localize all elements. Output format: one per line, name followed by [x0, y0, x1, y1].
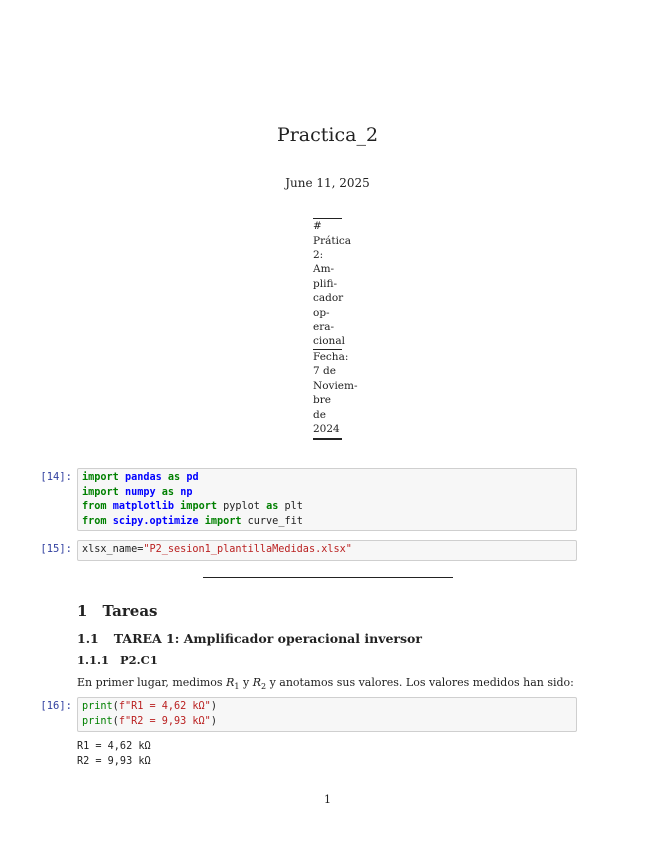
subsection-number: 1.1 — [77, 631, 99, 646]
code-line — [82, 700, 572, 715]
header-line: 7 de — [313, 365, 336, 378]
code-token: numpy — [124, 486, 156, 498]
code-cell[interactable] — [77, 697, 577, 732]
code-token: ) — [210, 701, 217, 712]
section-number: 1 — [77, 602, 88, 620]
code-line — [82, 486, 572, 501]
code-token: print — [82, 701, 113, 712]
markdown-header-box — [313, 218, 358, 440]
code-line — [82, 543, 572, 558]
code-token: import — [82, 486, 119, 498]
header-title-lines — [313, 219, 352, 349]
math-r2: R — [252, 676, 261, 689]
subsection-title: TAREA 1: Amplificador operacional inversor — [113, 631, 422, 646]
code-token: ) — [210, 715, 217, 727]
code-token: as — [167, 472, 181, 483]
code-line — [82, 471, 572, 486]
code-line — [82, 500, 572, 515]
header-line: 2: — [313, 249, 324, 261]
document-title: Practica_2 — [276, 124, 379, 146]
header-line: de — [313, 408, 326, 421]
header-line: op- — [313, 306, 330, 319]
code-line — [82, 715, 572, 730]
header-line: cador — [313, 292, 344, 305]
header-line: Am- — [313, 263, 335, 276]
code-token: as — [266, 501, 279, 512]
header-line: 2024 — [313, 423, 340, 436]
code-token: np — [180, 486, 193, 498]
code-token: import — [82, 472, 119, 483]
code-token: matplotlib — [112, 501, 175, 512]
code-token: f"R1 = 4,62 kΩ" — [118, 701, 211, 712]
code-token: ( — [112, 715, 119, 727]
code-token: print — [82, 715, 113, 727]
code-token: as — [161, 486, 175, 498]
header-line: era- — [313, 321, 335, 334]
header-line: cional — [313, 335, 345, 348]
cell-prompt: [16]: — [40, 700, 72, 712]
code-token: ( — [112, 701, 119, 712]
header-line: # — [313, 220, 322, 233]
code-token: pandas — [124, 472, 162, 483]
page-number: 1 — [324, 793, 331, 806]
subsubsection-number: 1.1.1 — [77, 653, 110, 667]
code-token: curve_fit — [241, 515, 303, 527]
subsubsection-heading — [77, 653, 158, 667]
math-r1: R — [226, 676, 235, 689]
header-date-lines — [313, 350, 358, 436]
math-r2-subscript: 2 — [260, 682, 267, 692]
paragraph-text: En primer lugar, medimos — [77, 676, 227, 689]
header-line: bre — [313, 394, 331, 407]
subsection-heading — [77, 631, 422, 646]
cell-prompt: [15]: — [40, 543, 72, 555]
code-cell[interactable] — [77, 540, 577, 561]
code-token: from — [82, 515, 107, 527]
code-token: plt — [278, 501, 303, 512]
code-token: import — [180, 501, 217, 512]
output-line: R1 = 4,62 kΩ — [77, 741, 151, 752]
horizontal-rule — [203, 577, 453, 578]
paragraph-text: y anotamos sus valores. Los valores medidos han sido: — [266, 676, 574, 689]
paragraph-text: y — [239, 676, 253, 689]
header-line: Prática — [313, 234, 352, 247]
header-line: Fecha: — [313, 351, 349, 364]
document-date: June 11, 2025 — [285, 176, 370, 190]
output-line: R2 = 9,93 kΩ — [77, 755, 151, 767]
body-paragraph — [77, 676, 574, 691]
cell-output — [77, 740, 151, 769]
code-token: xlsx_name — [82, 544, 138, 555]
code-token: f"R2 = 9,93 kΩ" — [118, 715, 211, 727]
code-cell[interactable] — [77, 468, 577, 531]
code-token: "P2_sesion1_plantillaMedidas.xlsx" — [143, 544, 352, 555]
math-r1-subscript: 1 — [234, 682, 240, 692]
header-line: plifi- — [313, 277, 337, 290]
header-line: Noviem- — [313, 379, 358, 392]
code-token: from — [82, 501, 107, 512]
code-token: import — [204, 515, 242, 527]
section-title: Tareas — [102, 602, 158, 620]
section-heading — [77, 602, 158, 620]
code-token: pyplot — [216, 501, 267, 512]
code-line — [82, 515, 572, 530]
bottom-rule — [313, 438, 342, 439]
code-token: scipy.optimize — [112, 515, 199, 527]
code-token: = — [137, 544, 144, 555]
cell-prompt: [14]: — [40, 471, 72, 483]
code-token: pd — [186, 472, 199, 483]
subsubsection-title: P2.C1 — [120, 653, 158, 667]
